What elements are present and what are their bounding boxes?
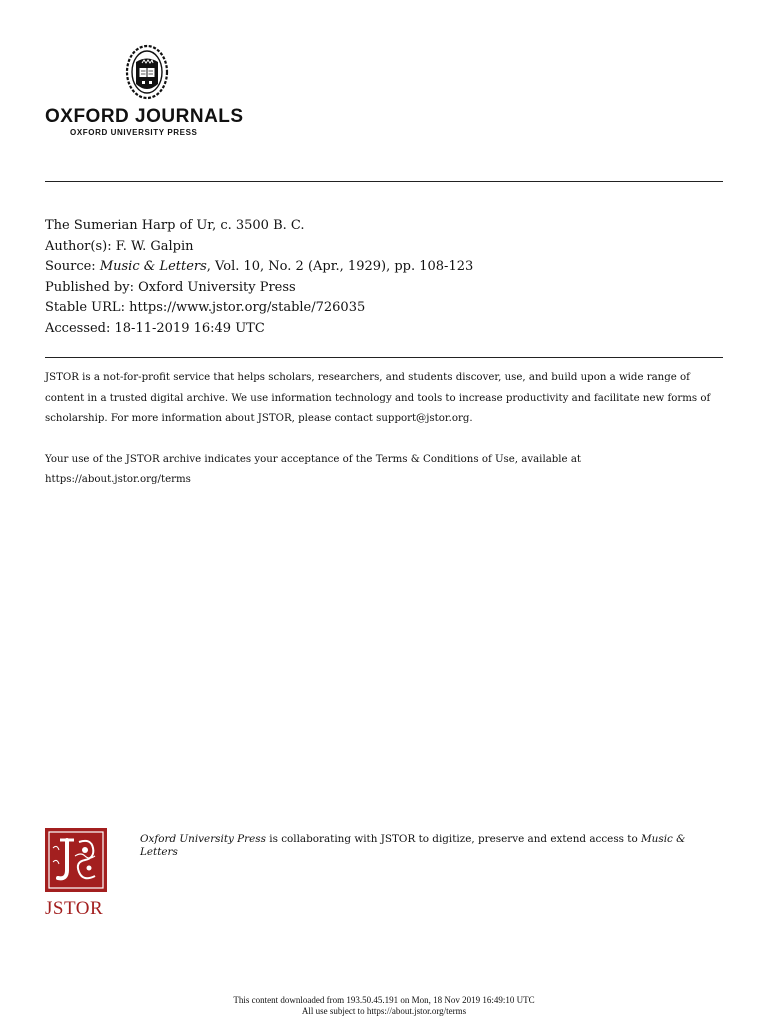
source-journal: Music & Letters <box>99 259 207 274</box>
jstor-notice <box>45 368 725 491</box>
jstor-emblem-icon <box>45 828 107 892</box>
article-source <box>45 257 473 278</box>
article-accessed <box>45 319 473 340</box>
collaboration-statement <box>140 833 720 859</box>
article-authors <box>45 237 473 258</box>
publisher-value: Oxford University Press <box>138 279 296 295</box>
collab-text: is collaborating with JSTOR to digitize, preserve and extend access to <box>265 833 642 845</box>
accessed-value: 18-11-2019 16:49 UTC <box>114 320 265 336</box>
oxford-university-press-subtitle: OXFORD UNIVERSITY PRESS <box>70 128 198 137</box>
footer-line-1: This content downloaded from 193.50.45.191 on Mon, 18 Nov 2019 16:49:10 UTC <box>233 995 535 1005</box>
middle-divider <box>45 357 723 358</box>
article-title: The Sumerian Harp of Ur, c. 3500 B. C. <box>45 218 305 233</box>
accessed-label: Accessed: <box>45 320 115 336</box>
stable-url-link[interactable]: https://www.jstor.org/stable/726035 <box>129 300 366 315</box>
published-label: Published by: <box>45 279 139 295</box>
download-footer <box>0 995 768 1016</box>
source-label: Source: <box>45 259 100 274</box>
source-details: , Vol. 10, No. 2 (Apr., 1929), pp. 108-123 <box>206 259 474 274</box>
oxford-journals-title: OXFORD JOURNALS <box>45 106 244 127</box>
oxford-crest-icon <box>125 44 169 102</box>
jstor-wordmark: JSTOR <box>45 898 104 919</box>
jstor-logo <box>45 828 109 919</box>
article-stable-url <box>45 298 473 319</box>
collab-journal: Music & Letters <box>140 833 686 858</box>
stable-url-label: Stable URL: <box>45 300 130 315</box>
notice-paragraph-2: Your use of the JSTOR archive indicates your acceptance of the Terms & Conditions of Use, available at https://about.jstor.org/terms <box>45 453 581 485</box>
authors-label: Author(s): <box>45 238 116 254</box>
oxford-journals-logo <box>45 44 255 137</box>
article-publisher <box>45 278 473 299</box>
top-divider <box>45 181 723 182</box>
footer-line-2: All use subject to https://about.jstor.org/terms <box>301 1005 467 1016</box>
collab-publisher: Oxford University Press <box>140 833 266 845</box>
notice-paragraph-1: JSTOR is a not-for-profit service that helps scholars, researchers, and students discover, use, and build upon a wide range of content in a trusted digital archive. We use information technology and tools to increase productivity and facilitate new forms of scholarship. For more information about JSTOR, please contact support@jstor.org. <box>45 372 711 424</box>
authors-value: F. W. Galpin <box>115 238 194 254</box>
article-metadata <box>45 216 473 339</box>
